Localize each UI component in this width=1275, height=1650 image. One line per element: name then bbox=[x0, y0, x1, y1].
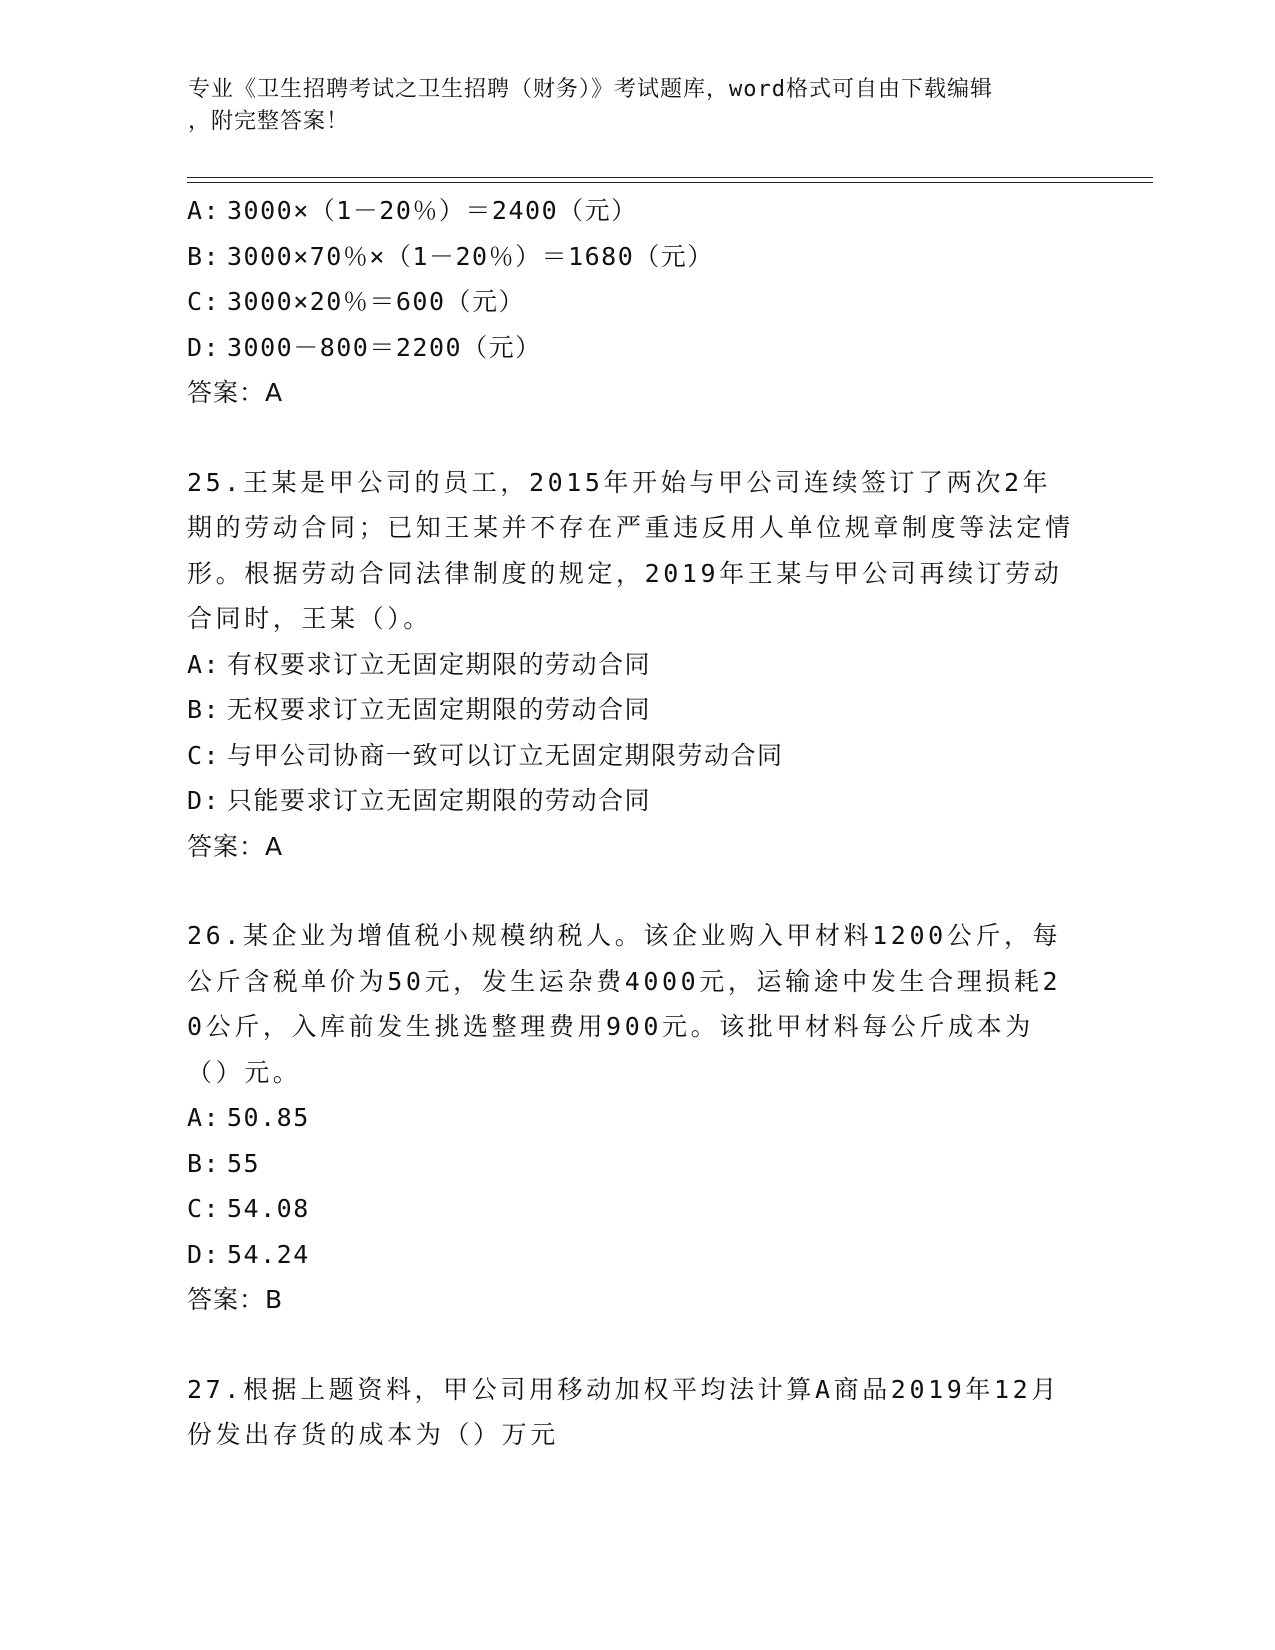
option-b: B: 55 bbox=[187, 1148, 261, 1178]
question-block-26 bbox=[187, 913, 1087, 1323]
option-c: C: 3000×20％＝600（元） bbox=[187, 287, 526, 316]
option-a: A: 有权要求订立无固定期限的劳动合同 bbox=[187, 649, 652, 679]
spacer bbox=[187, 1323, 1087, 1367]
option-d: D: 只能要求订立无固定期限的劳动合同 bbox=[187, 786, 652, 815]
question-block-24 bbox=[187, 188, 1087, 416]
answer-label: 答案：B bbox=[187, 1285, 284, 1314]
option-c: C: 与甲公司协商一致可以订立无固定期限劳动合同 bbox=[187, 740, 784, 770]
question-block-27 bbox=[187, 1367, 1087, 1458]
document-header bbox=[188, 74, 1068, 138]
answer-label: 答案：A bbox=[187, 831, 284, 861]
question-text: 27.根据上题资料，甲公司用移动加权平均法计算A商品2019年12月份发出存货的成本为（）万元 bbox=[187, 1374, 1060, 1449]
question-text: 26.某企业为增值税小规模纳税人。该企业购入甲材料1200公斤，每公斤含税单价为50元，发生运杂费4000元，运输途中发生合理损耗20公斤，入库前发生挑选整理费用900元。该批甲材料每公斤成本为（）元。 bbox=[187, 921, 1062, 1087]
question-list bbox=[187, 188, 1087, 1458]
option-b: B: 3000×70％×（1－20％）＝1680（元） bbox=[187, 241, 714, 271]
option-d: D: 54.24 bbox=[187, 1239, 310, 1269]
question-block-25 bbox=[187, 460, 1087, 870]
header-line-2: ，附完整答案！ bbox=[188, 109, 350, 134]
spacer bbox=[187, 416, 1087, 460]
answer-label: 答案：A bbox=[187, 378, 284, 407]
header-rule-top bbox=[187, 177, 1153, 178]
option-d: D: 3000－800＝2200（元） bbox=[187, 332, 542, 362]
option-b: B: 无权要求订立无固定期限的劳动合同 bbox=[187, 695, 652, 724]
option-c: C: 54.08 bbox=[187, 1194, 310, 1223]
spacer bbox=[187, 869, 1087, 913]
option-a: A: 50.85 bbox=[187, 1103, 310, 1132]
question-text: 25.王某是甲公司的员工，2015年开始与甲公司连续签订了两次2年期的劳动合同；已知王某并不存在严重违反用人单位规章制度等法定情形。根据劳动合同法律制度的规定，2019年王某与甲公司再续订劳动合同时，王某（）。 bbox=[187, 467, 1074, 633]
header-rule-bottom bbox=[187, 182, 1153, 183]
header-line-1: 专业《卫生招聘考试之卫生招聘（财务）》考试题库，word格式可自由下载编辑 bbox=[188, 77, 993, 102]
option-a: A: 3000×（1－20％）＝2400（元） bbox=[187, 196, 638, 225]
